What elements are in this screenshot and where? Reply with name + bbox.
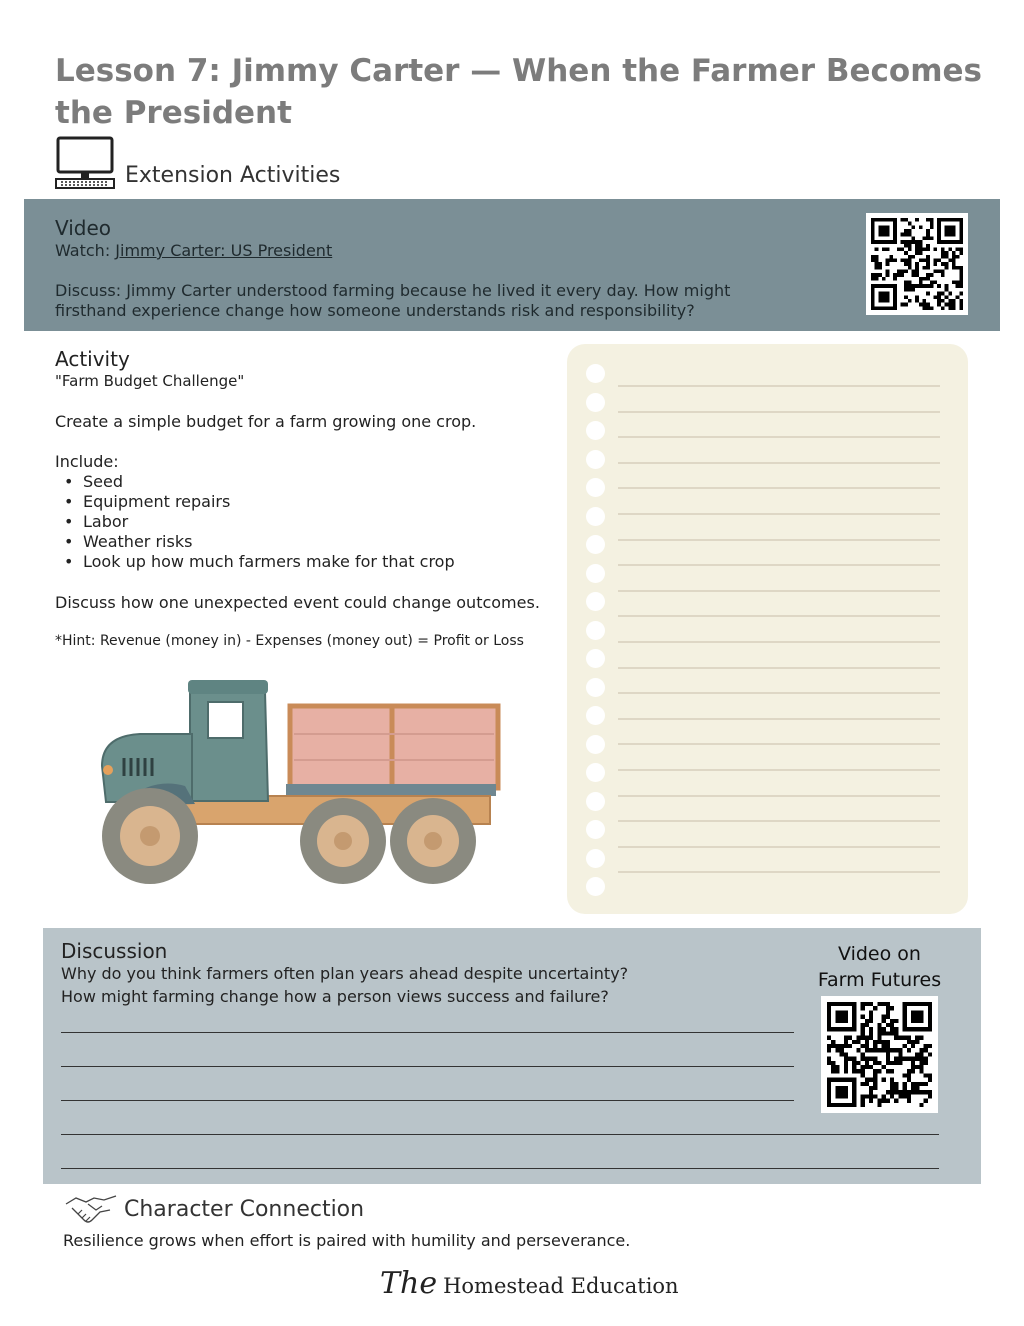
notepad-hole bbox=[586, 564, 605, 583]
notepad-hole bbox=[586, 507, 605, 526]
list-item: • Equipment repairs bbox=[83, 492, 455, 512]
notepad-line bbox=[618, 667, 940, 669]
notepad-hole bbox=[586, 820, 605, 839]
notepad-line bbox=[618, 436, 940, 438]
qr-code-graphic bbox=[871, 218, 963, 310]
notepad-hole bbox=[586, 535, 605, 554]
notepad-line bbox=[618, 462, 940, 464]
notepad-line bbox=[618, 487, 940, 489]
list-item: • Weather risks bbox=[83, 532, 455, 552]
footer-logo bbox=[380, 1266, 679, 1301]
notepad[interactable] bbox=[567, 344, 968, 914]
activity-discuss: Discuss how one unexpected event could change outcomes. bbox=[55, 593, 540, 612]
notepad-line bbox=[618, 615, 940, 617]
notepad-line bbox=[618, 564, 940, 566]
notepad-line bbox=[618, 385, 940, 387]
notepad-hole bbox=[586, 421, 605, 440]
notepad-hole bbox=[586, 678, 605, 697]
notepad-hole bbox=[586, 621, 605, 640]
video-section bbox=[24, 199, 1000, 331]
notepad-hole bbox=[586, 592, 605, 611]
notepad-line bbox=[618, 513, 940, 515]
list-item: • Look up how much farmers make for that crop bbox=[83, 552, 455, 572]
notepad-hole bbox=[586, 649, 605, 668]
notepad-line bbox=[618, 590, 940, 592]
notepad-hole bbox=[586, 364, 605, 383]
notepad-hole bbox=[586, 792, 605, 811]
answer-line[interactable] bbox=[61, 1168, 939, 1169]
farm-futures-qr-code[interactable] bbox=[821, 996, 938, 1113]
video-heading: Video bbox=[55, 216, 112, 240]
video-discuss-text: Discuss: Jimmy Carter understood farming because he lived it every day. How might firsthand experience change how someone understands risk and responsibility? bbox=[55, 281, 731, 320]
notepad-hole bbox=[586, 393, 605, 412]
notepad-line bbox=[618, 820, 940, 822]
notepad-line bbox=[618, 871, 940, 873]
notepad-hole bbox=[586, 735, 605, 754]
answer-line[interactable] bbox=[61, 1066, 794, 1067]
qr-caption-line-1: Video on bbox=[838, 943, 921, 965]
watch-line bbox=[55, 241, 332, 260]
answer-line[interactable] bbox=[61, 1100, 794, 1101]
notepad-line bbox=[618, 641, 940, 643]
notepad-line bbox=[618, 795, 940, 797]
character-connection-heading: Character Connection bbox=[124, 1196, 365, 1222]
watch-prefix: Watch: bbox=[55, 241, 111, 260]
notepad-hole bbox=[586, 706, 605, 725]
activity-subtitle: "Farm Budget Challenge" bbox=[55, 372, 245, 390]
answer-line[interactable] bbox=[61, 1134, 939, 1135]
discussion-question-2: How might farming change how a person views success and failure? bbox=[61, 987, 609, 1006]
notepad-line bbox=[618, 846, 940, 848]
discussion-heading: Discussion bbox=[61, 939, 168, 963]
handshake-icon bbox=[64, 1190, 118, 1228]
truck-illustration bbox=[100, 676, 504, 886]
notepad-line bbox=[618, 539, 940, 541]
include-label: Include: bbox=[55, 452, 119, 471]
answer-line[interactable] bbox=[61, 1032, 794, 1033]
computer-icon bbox=[55, 136, 115, 190]
character-connection-text: Resilience grows when effort is paired with humility and perseverance. bbox=[63, 1231, 631, 1250]
notepad-hole bbox=[586, 450, 605, 469]
footer-logo-text: Homestead Education bbox=[443, 1274, 679, 1298]
notepad-hole bbox=[586, 763, 605, 782]
video-qr-code[interactable] bbox=[866, 213, 968, 315]
footer-logo-the: The bbox=[380, 1266, 438, 1301]
include-list bbox=[83, 472, 455, 572]
notepad-hole bbox=[586, 478, 605, 497]
discussion-section bbox=[43, 928, 981, 1184]
discussion-question-1: Why do you think farmers often plan years ahead despite uncertainty? bbox=[61, 964, 629, 983]
qr-caption-line-2: Farm Futures bbox=[817, 969, 942, 991]
notepad-line bbox=[618, 718, 940, 720]
extension-activities-label: Extension Activities bbox=[125, 163, 341, 188]
notepad-line bbox=[618, 743, 940, 745]
page-title: Lesson 7: Jimmy Carter — When the Farmer Becomes the President bbox=[55, 53, 982, 131]
extension-activities-header bbox=[55, 135, 340, 190]
notepad-hole bbox=[586, 877, 605, 896]
notepad-line bbox=[618, 769, 940, 771]
list-item: • Seed bbox=[83, 472, 455, 492]
activity-instruction: Create a simple budget for a farm growing one crop. bbox=[55, 412, 477, 431]
notepad-line bbox=[618, 411, 940, 413]
activity-hint: *Hint: Revenue (money in) - Expenses (money out) = Profit or Loss bbox=[55, 633, 524, 649]
notepad-hole bbox=[586, 849, 605, 868]
list-item: • Labor bbox=[83, 512, 455, 532]
qr-caption bbox=[807, 941, 952, 993]
activity-heading: Activity bbox=[55, 347, 130, 371]
notepad-line bbox=[618, 692, 940, 694]
character-connection-header bbox=[64, 1190, 364, 1228]
video-link[interactable]: Jimmy Carter: US President bbox=[115, 241, 333, 260]
qr-code-graphic bbox=[827, 1002, 932, 1107]
